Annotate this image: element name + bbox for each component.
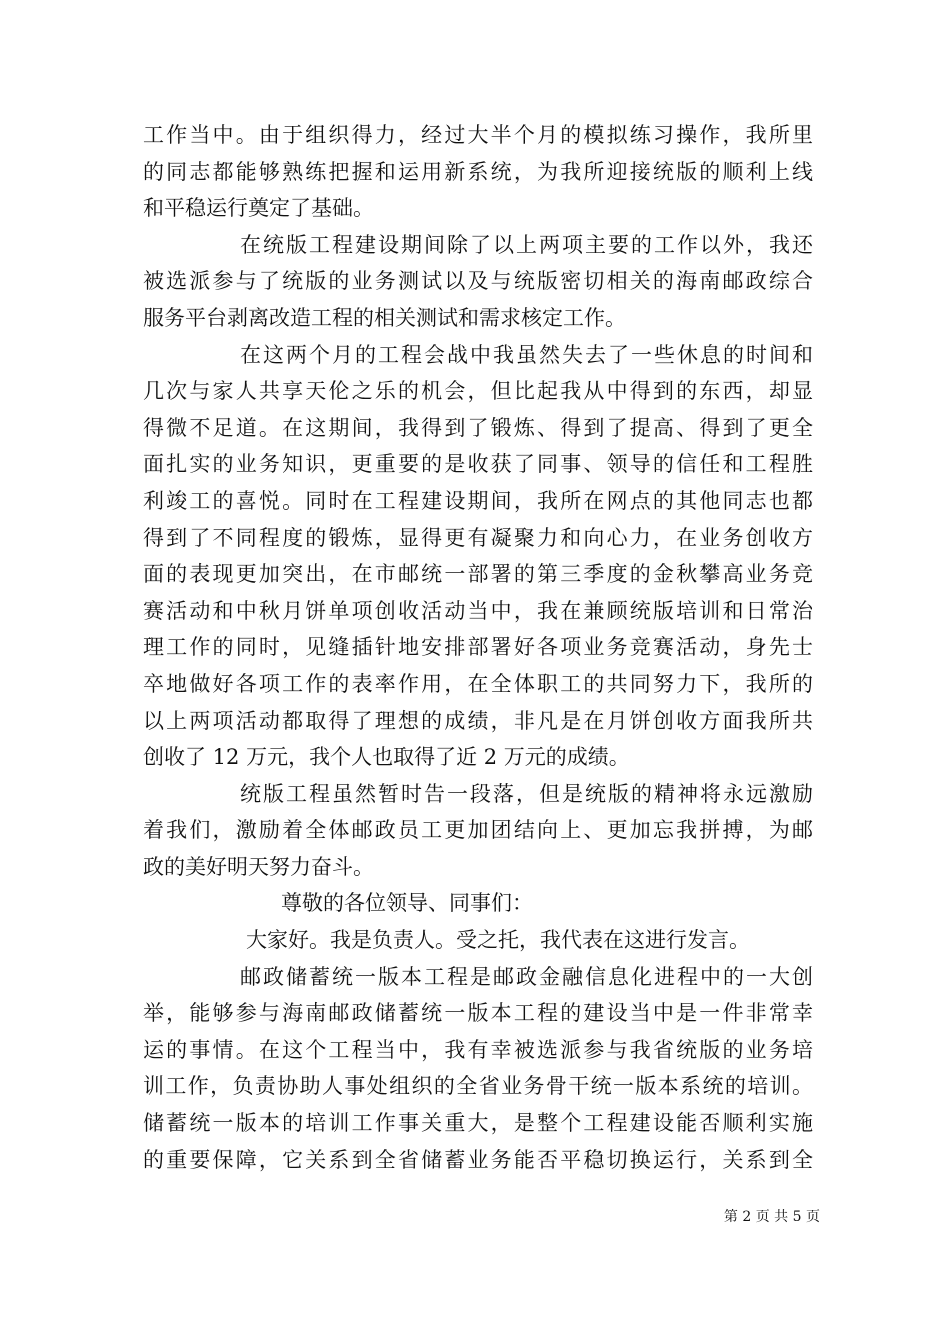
text-line: 利竣工的喜悦。同时在工程建设期间，我所在网点的其他同志也都 bbox=[143, 488, 813, 513]
text-line: 举，能够参与海南邮政储蓄统一版本工程的建设当中是一件非常幸 bbox=[143, 1001, 813, 1026]
text-line: 储蓄统一版本的培训工作事关重大，是整个工程建设能否顺利实施 bbox=[143, 1111, 813, 1136]
text-line: 运的事情。在这个工程当中，我有幸被选派参与我省统版的业务培 bbox=[143, 1037, 813, 1062]
text-line: 和平稳运行奠定了基础。 bbox=[143, 196, 374, 221]
text-line: 着我们，激励着全体邮政员工更加团结向上、更加忘我拼搏，为邮 bbox=[143, 818, 813, 843]
text-line: 政的美好明天努力奋斗。 bbox=[143, 854, 374, 879]
text-line: 在统版工程建设期间除了以上两项主要的工作以外，我还 bbox=[240, 232, 813, 257]
text-line: 创收了 12 万元，我个人也取得了近 2 万元的成绩。 bbox=[143, 745, 630, 770]
text-line: 大家好。我是负责人。受之托，我代表在这进行发言。 bbox=[246, 928, 750, 953]
text-line: 的重要保障，它关系到全省储蓄业务能否平稳切换运行，关系到全 bbox=[143, 1147, 813, 1172]
text-line: 得微不足道。在这期间，我得到了锻炼、得到了提高、得到了更全 bbox=[143, 415, 813, 440]
text-line: 以上两项活动都取得了理想的成绩，非凡是在月饼创收方面我所共 bbox=[143, 708, 813, 733]
text-line: 统版工程虽然暂时告一段落，但是统版的精神将永远激励 bbox=[240, 781, 813, 806]
text-line: 理工作的同时，见缝插针地安排部署好各项业务竞赛活动，身先士 bbox=[143, 635, 813, 660]
text-line: 工作当中。由于组织得力，经过大半个月的模拟练习操作，我所里 bbox=[143, 123, 813, 147]
text-line: 服务平台剥离改造工程的相关测试和需求核定工作。 bbox=[143, 305, 626, 330]
text-line: 卒地做好各项工作的表率作用，在全体职工的共同努力下，我所的 bbox=[143, 671, 813, 696]
text-line: 面扎实的业务知识，更重要的是收获了同事、领导的信任和工程胜 bbox=[143, 452, 813, 477]
text-line: 得到了不同程度的锻炼，显得更有凝聚力和向心力，在业务创收方 bbox=[143, 525, 813, 550]
text-line: 被选派参与了统版的业务测试以及与统版密切相关的海南邮政综合 bbox=[143, 269, 813, 294]
body-text bbox=[143, 117, 813, 1178]
text-line: 训工作，负责协助人事处组织的全省业务骨干统一版本系统的培训。 bbox=[143, 1074, 813, 1099]
text-line: 尊敬的各位领导、同事们： bbox=[281, 891, 533, 916]
page-number: 第 2 页 共 5 页 bbox=[723, 1209, 820, 1225]
text-line: 几次与家人共享天伦之乐的机会，但比起我从中得到的东西，却显 bbox=[143, 379, 813, 404]
text-line: 在这两个月的工程会战中我虽然失去了一些休息的时间和 bbox=[240, 342, 813, 367]
text-line: 邮政储蓄统一版本工程是邮政金融信息化进程中的一大创 bbox=[240, 964, 813, 989]
text-line: 面的表现更加突出，在市邮统一部署的第三季度的金秋攀高业务竞 bbox=[143, 562, 813, 587]
text-line: 的同志都能够熟练把握和运用新系统，为我所迎接统版的顺利上线 bbox=[143, 159, 813, 184]
text-line: 赛活动和中秋月饼单项创收活动当中，我在兼顾统版培训和日常治 bbox=[143, 598, 813, 623]
